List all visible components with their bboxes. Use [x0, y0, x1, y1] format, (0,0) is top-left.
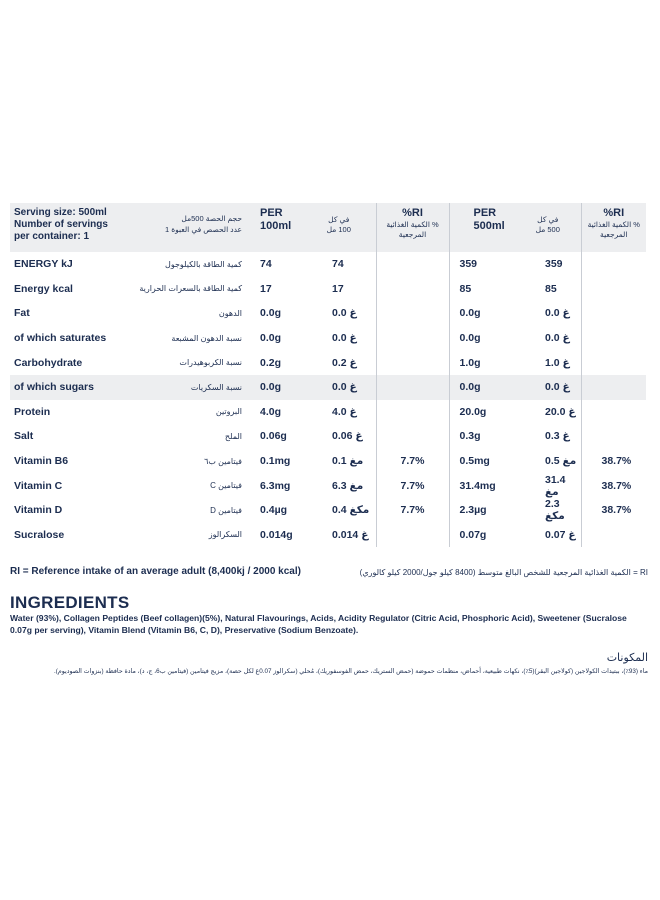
serving-info-ar [128, 203, 250, 252]
nutrient-name: Protein [14, 405, 51, 418]
value-per-100ml-ar: 0.0 غ [302, 326, 376, 351]
ri-per-500ml [581, 252, 646, 277]
value-per-500ml-ar: 2.3 مكغ [515, 498, 581, 523]
value-per-500ml: 85 [459, 282, 472, 295]
ri-per-500ml: 38.7% [601, 504, 632, 517]
nutrient-name: Vitamin B6 [14, 455, 69, 468]
ri-per-500ml [581, 350, 646, 375]
per-500ml-header [449, 203, 515, 252]
nutrient-name: of which sugars [10, 375, 128, 400]
table-row [10, 498, 646, 523]
nutrient-name-ar: كمية الطاقة بالسعرات الحرارية [139, 284, 242, 294]
nutrient-name: ENERGY kJ [14, 258, 73, 271]
value-per-500ml: 1.0g [459, 356, 481, 369]
per-ar-unit: 500 مل [535, 225, 560, 234]
value-per-500ml: 0.3g [459, 430, 481, 443]
nutrient-name: Vitamin C [14, 479, 63, 492]
value-per-500ml-ar: 85 [515, 277, 581, 302]
value-per-100ml: 0.0g [260, 307, 282, 320]
table-row [10, 523, 646, 548]
table-row [10, 449, 646, 474]
value-per-500ml-ar: 359 [515, 252, 581, 277]
value-per-500ml: 2.3µg [459, 504, 487, 517]
per-label: PER [260, 207, 283, 219]
table-row [10, 277, 646, 302]
ri-per-500ml [581, 424, 646, 449]
ri-per-500ml: 38.7% [601, 479, 632, 492]
ri-per-100ml [376, 424, 449, 449]
table-row [10, 473, 646, 498]
table-header-row [10, 203, 646, 252]
ri-per-100ml [376, 252, 449, 277]
value-per-100ml-ar: 17 [302, 277, 376, 302]
ri-per-100ml [376, 375, 449, 400]
nutrient-name-ar: نسبة الكربوهيدرات [179, 358, 242, 368]
ri-header-2 [581, 203, 646, 252]
ri-per-100ml [376, 400, 449, 425]
per-500ml-header-ar [515, 203, 581, 252]
serving-size-label: Serving size: 500ml [14, 207, 107, 218]
ingredients-text-ar: ماء (93٪)، ببتيدات الكولاجين (كولاجين البقر)(5٪)، نكهات طبيعية، أحماض، منظمات حموضة (حمض الستريك، حمض الفوسفوريك)، مُحلي (سكرالوز 0.07غ لكل حصة)، مزيج فيتامين (فيتامين ب6، ج، د)، مادة حافظة (بنزوات الصوديوم). [53, 668, 648, 675]
ri-ar-title: % الكمية الغذائية [587, 220, 640, 229]
per-ar-label: في كل [328, 215, 350, 224]
value-per-100ml: 74 [260, 258, 272, 271]
per-100ml-header [250, 203, 302, 252]
value-per-500ml: 31.4mg [459, 479, 496, 492]
ri-title: %RI [402, 207, 423, 219]
nutrition-panel [10, 203, 646, 547]
ri-per-100ml [376, 277, 449, 302]
serving-size-ar: حجم الحصة 500مل [181, 214, 242, 223]
nutrient-name-ar: نسبة الدهون المشبعة [171, 333, 242, 343]
table-row [10, 252, 646, 277]
ri-per-100ml [376, 301, 449, 326]
value-per-500ml-ar: 0.07 غ [515, 523, 581, 548]
ri-per-100ml: 7.7% [376, 449, 449, 474]
nutrition-table [10, 203, 646, 547]
value-per-500ml: 0.0g [449, 375, 515, 400]
value-per-500ml: 0.07g [459, 528, 487, 541]
nutrient-name: Energy kcal [14, 282, 73, 295]
nutrient-name: of which saturates [14, 332, 107, 345]
value-per-500ml-ar: 20.0 غ [515, 400, 581, 425]
value-per-100ml: 6.3mg [260, 479, 291, 492]
ri-note-ar: RI = الكمية الغذائية المرجعية للشخص البالغ متوسط (8400 كيلو جول/2000 كيلو كالوري) [359, 568, 648, 577]
value-per-100ml: 0.1mg [260, 455, 291, 468]
ri-per-500ml [581, 400, 646, 425]
value-per-100ml-ar: 4.0 غ [302, 400, 376, 425]
per-label: PER [473, 207, 497, 219]
value-per-100ml: 17 [260, 282, 272, 295]
value-per-500ml: 359 [459, 258, 478, 271]
ri-per-100ml: 7.7% [376, 498, 449, 523]
nutrient-name-ar: فيتامين C [210, 481, 242, 491]
ri-per-100ml: 7.7% [376, 473, 449, 498]
ingredients-text: Water (93%), Collagen Peptides (Beef collagen)(5%), Natural Flavourings, Acids, Acidity Regulator (Citric Acid, Phosphoric Acid), Sweetener (Sucralose 0.07g per serving), Vitamin Blend (Vitamin B6, C, D), Preservative (Sodium Benzoate). [10, 613, 627, 635]
table-row [10, 424, 646, 449]
ri-per-500ml [581, 326, 646, 351]
ri-per-500ml [581, 301, 646, 326]
per-100ml-header-ar [302, 203, 376, 252]
ri-title: %RI [603, 207, 625, 219]
value-per-500ml: 0.0g [459, 307, 481, 320]
value-per-100ml: 0.06g [260, 430, 287, 443]
ri-per-500ml: 38.7% [601, 455, 632, 468]
value-per-100ml-ar: 0.2 غ [302, 350, 376, 375]
value-per-100ml: 0.0g [250, 375, 302, 400]
value-per-100ml-ar: 0.4 مكغ [302, 498, 376, 523]
per-ar-label: في كل [537, 215, 559, 224]
per-ar-unit: 100 مل [326, 225, 351, 234]
ri-ar-title: % الكمية الغذائية [386, 220, 439, 229]
value-per-100ml: 4.0g [260, 405, 282, 418]
nutrient-name: Fat [14, 307, 30, 320]
ri-per-100ml [376, 523, 449, 548]
serving-info [10, 203, 128, 252]
table-row [10, 375, 646, 400]
value-per-100ml-ar: 0.0 غ [302, 375, 376, 400]
ri-per-100ml [376, 350, 449, 375]
nutrient-name-ar: الملح [224, 431, 242, 441]
value-per-100ml: 0.2g [260, 356, 282, 369]
nutrient-name-ar: فيتامين ب٦ [204, 456, 242, 466]
value-per-100ml-ar: 74 [302, 252, 376, 277]
value-per-500ml-ar: 0.0 غ [515, 326, 581, 351]
per-unit-label: 100ml [260, 220, 292, 232]
nutrient-name-ar: الدهون [218, 308, 242, 318]
ri-per-500ml [581, 277, 646, 302]
value-per-100ml: 0.014g [260, 528, 293, 541]
value-per-500ml: 0.5mg [459, 455, 490, 468]
ri-note: RI = Reference intake of an average adult (8,400kj / 2000 kcal) [10, 566, 301, 577]
nutrient-name-ar: كمية الطاقة بالكيلوجول [165, 259, 242, 269]
value-per-100ml: 0.0g [260, 332, 282, 345]
nutrient-name-ar: نسبة السكريات [128, 375, 250, 400]
value-per-500ml: 20.0g [459, 405, 487, 418]
value-per-500ml: 0.0g [459, 332, 481, 345]
ingredients-title-ar: المكونات [606, 652, 648, 664]
value-per-100ml-ar: 0.1 مغ [302, 449, 376, 474]
table-row [10, 326, 646, 351]
value-per-100ml-ar: 0.0 غ [302, 301, 376, 326]
ingredients-title: INGREDIENTS [10, 593, 130, 612]
table-row [10, 350, 646, 375]
value-per-100ml-ar: 6.3 مغ [302, 473, 376, 498]
value-per-500ml-ar: 0.0 غ [515, 301, 581, 326]
per-unit-label: 500ml [473, 220, 505, 232]
value-per-500ml-ar: 31.4 مغ [515, 473, 581, 498]
servings-ar: عدد الحصص في العبوة 1 [164, 225, 242, 234]
nutrient-name-ar: السكرالوز [208, 530, 242, 540]
ri-per-500ml [581, 375, 646, 400]
value-per-500ml-ar: 0.5 مغ [515, 449, 581, 474]
nutrient-name: Salt [14, 430, 34, 443]
value-per-100ml-ar: 0.014 غ [302, 523, 376, 548]
ri-ar-subtitle: المرجعية [398, 230, 427, 239]
nutrient-name-ar: فيتامين D [210, 505, 242, 515]
value-per-500ml-ar: 0.0 غ [515, 375, 581, 400]
value-per-500ml-ar: 0.3 غ [515, 424, 581, 449]
ri-header-1 [376, 203, 449, 252]
ri-per-100ml [376, 326, 449, 351]
servings-label: Number of servings [14, 219, 108, 230]
ri-ar-subtitle: المرجعية [600, 230, 628, 239]
ri-per-500ml [581, 523, 646, 548]
table-row [10, 301, 646, 326]
nutrient-name: Carbohydrate [14, 356, 83, 369]
servings-per-container: per container: 1 [14, 231, 90, 242]
value-per-100ml: 0.4µg [260, 504, 288, 517]
nutrient-name: Vitamin D [14, 504, 63, 517]
table-row [10, 400, 646, 425]
nutrient-name-ar: البروتين [215, 407, 242, 417]
value-per-100ml-ar: 0.06 غ [302, 424, 376, 449]
value-per-500ml-ar: 1.0 غ [515, 350, 581, 375]
nutrient-name: Sucralose [14, 528, 65, 541]
